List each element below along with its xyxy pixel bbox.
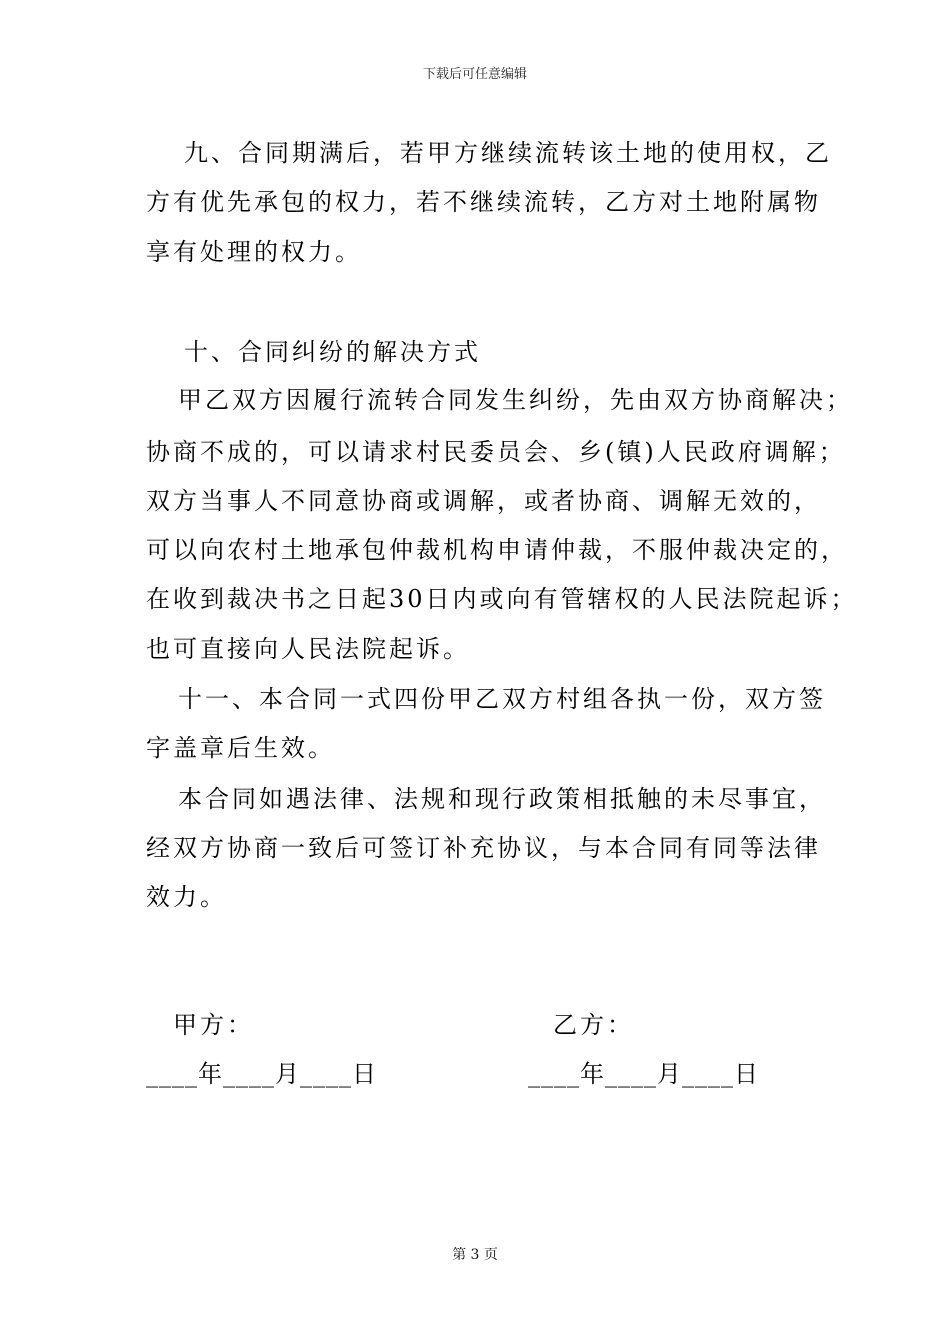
clause10-line-5: 在收到裁决书之日起30日内或向有管辖权的人民法院起诉； xyxy=(146,585,858,613)
supplement-line-1: 本合同如遇法律、法规和现行政策相抵触的未尽事宜， xyxy=(178,785,826,813)
party-b-date: ____年____月____日 xyxy=(528,1060,759,1088)
clause9-line-1: 九、合同期满后，若甲方继续流转该土地的使用权，乙 xyxy=(184,139,832,167)
supplement-line-2: 经双方协商一致后可签订补充协议，与本合同有同等法律 xyxy=(146,834,821,862)
clause10-line-6: 也可直接向人民法院起诉。 xyxy=(146,635,470,663)
clause9-line-3: 享有处理的权力。 xyxy=(146,238,362,266)
party-a-date: ____年____月____日 xyxy=(146,1060,377,1088)
party-b-label: 乙方： xyxy=(553,1011,634,1039)
page-number: 第 3 页 xyxy=(452,1247,498,1263)
clause9-line-2: 方有优先承包的权力，若不继续流转，乙方对土地附属物 xyxy=(146,188,821,216)
clause10-line-4: 可以向农村土地承包仲裁机构申请仲裁，不服仲裁决定的， xyxy=(146,536,848,564)
party-a-label: 甲方： xyxy=(173,1011,254,1039)
clause11-line-2: 字盖章后生效。 xyxy=(146,734,335,762)
clause10-line-2: 协商不成的，可以请求村民委员会、乡(镇)人民政府调解； xyxy=(146,438,846,466)
clause10-title: 十、合同纠纷的解决方式 xyxy=(184,338,481,366)
clause10-line-1: 甲乙双方因履行流转合同发生纠纷，先由双方协商解决； xyxy=(178,386,853,414)
clause10-line-3: 双方当事人不同意协商或调解，或者协商、调解无效的， xyxy=(146,487,821,515)
clause11-line-1: 十一、本合同一式四份甲乙双方村组各执一份，双方签 xyxy=(178,685,826,713)
page-header: 下载后可任意编辑 xyxy=(422,67,527,82)
supplement-line-3: 效力。 xyxy=(146,883,227,911)
